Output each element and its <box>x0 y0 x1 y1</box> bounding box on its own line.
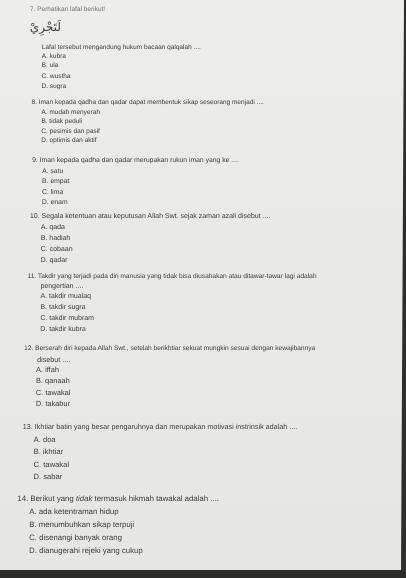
option-c[interactable]: C. cobaan <box>40 246 73 253</box>
question-14-stem-italic: tidak <box>75 494 93 503</box>
option-b[interactable]: B. empat <box>42 178 70 185</box>
option-c[interactable]: C. lima <box>41 188 64 196</box>
option-d[interactable]: D. sugra <box>41 83 67 90</box>
option-a[interactable]: A. qada <box>40 224 65 231</box>
arabic-lafal: لَتَجْرِيْ <box>29 20 61 34</box>
question-11-stem: 11. Takdir yang terjadi pada diri manusia yang tidak bisa diusahakan atau ditawar-tawar lagi adalah <box>27 273 317 280</box>
option-a[interactable]: A. satu <box>42 167 64 175</box>
option-b[interactable]: B. tidak peduli <box>41 118 83 126</box>
question-13 <box>22 421 297 484</box>
option-d[interactable]: D. sabar <box>33 472 63 481</box>
question-10 <box>30 211 271 266</box>
question-14-stem-suffix: termasuk hikmah tawakal adalah .... <box>92 494 219 503</box>
question-9-stem: 9. Iman kepada qadha dan qadar merupakan rukun iman yang ke .... <box>32 157 239 164</box>
option-b[interactable]: B. hadiah <box>40 235 71 242</box>
option-b[interactable]: B. qanaah <box>35 376 70 385</box>
table-surface <box>0 570 406 578</box>
question-11-stem-cont: pengertian .... <box>40 283 84 290</box>
question-10-stem: 10. Segala ketentuan atau keputusan Allah Swt. sejak zaman azali disebut .... <box>29 213 271 220</box>
question-14-stem <box>17 492 219 505</box>
option-b[interactable]: B. takdir sugra <box>40 304 86 311</box>
question-9 <box>32 156 239 209</box>
option-d[interactable]: D. qadar <box>40 257 68 264</box>
option-b[interactable]: B. menumbuhkan sikap terpuji <box>29 520 135 529</box>
question-12-stem: 12. Berserah diri kepada Allah Swt., setelah berikhtiar sekuat mungkin sesuai dengan kewajibannya <box>24 345 316 352</box>
option-b[interactable]: B. ikhtiar <box>33 447 64 456</box>
option-c[interactable]: C. tawakal <box>33 459 70 469</box>
question-8-stem: 8. Iman kepada qadha dan qadar dapat membentuk sikap seseorang menjadi .... <box>31 99 264 106</box>
option-c[interactable]: C. tawakal <box>35 387 71 397</box>
question-11 <box>27 271 316 335</box>
question-14 <box>17 492 219 557</box>
question-12 <box>24 343 315 410</box>
option-d[interactable]: D. optimis dan aktif <box>41 137 97 145</box>
question-7-stem: 7. Perhatikan lafal berikut! <box>29 6 106 13</box>
option-d[interactable]: D. takdir kubra <box>40 326 86 333</box>
option-a[interactable]: A. kubra <box>41 53 66 60</box>
option-a[interactable]: A. mudah menyerah <box>41 108 100 116</box>
option-c[interactable]: C. pesimis dan pasif <box>41 127 100 135</box>
option-a[interactable]: A. doa <box>33 434 56 444</box>
option-d[interactable]: D. dianugerahi rejeki yang cukup <box>29 546 143 555</box>
question-7-lafal <box>42 43 201 92</box>
question-7 <box>30 6 105 13</box>
option-a[interactable]: A. takdir mualaq <box>40 293 92 300</box>
option-d[interactable]: D. takabur <box>35 399 71 408</box>
option-c[interactable]: C. disenangi banyak orang <box>29 533 122 542</box>
option-d[interactable]: D. enam <box>41 199 68 206</box>
question-12-stem-cont: disebut .... <box>37 354 71 364</box>
option-c[interactable]: C. wustha <box>41 73 71 80</box>
option-c[interactable]: C. takdir mubram <box>40 315 95 322</box>
question-14-stem-prefix: 14. Berikut yang <box>17 494 76 503</box>
option-a[interactable]: A. iffah <box>36 364 59 374</box>
question-13-stem: 13. Ikhtiar batin yang besar pengaruhnya dan merupakan motivasi instrinsik adalah .... <box>22 422 298 431</box>
option-a[interactable]: A. ada ketentraman hidup <box>29 507 119 516</box>
question-7-lafal-stem: Lafal tersebut mengandung hukum bacaan qalqalah .... <box>41 44 201 51</box>
option-b[interactable]: B. ula <box>41 62 59 69</box>
question-8 <box>31 98 264 146</box>
